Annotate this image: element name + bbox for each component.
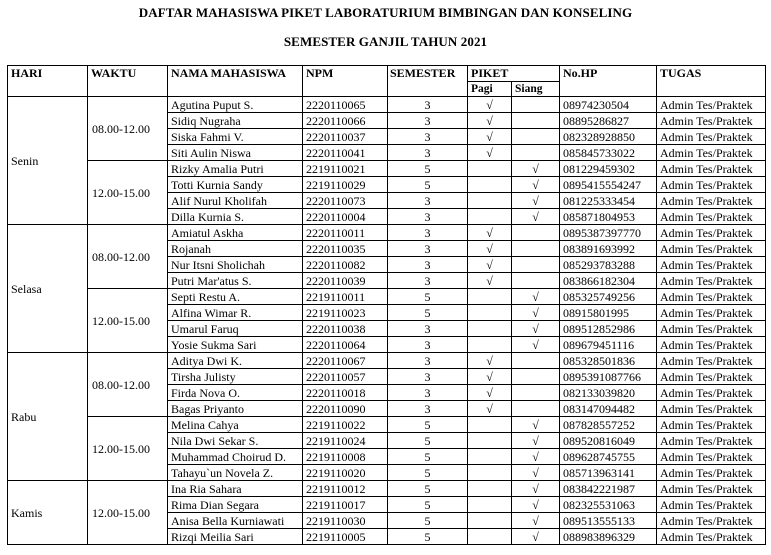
piket-pagi-cell (468, 129, 512, 145)
student-phone: 082325531063 (560, 497, 657, 513)
student-task: Admin Tes/Praktek (657, 497, 766, 513)
student-npm: 2219110011 (303, 289, 388, 305)
day-cell: Kamis (8, 481, 88, 545)
student-task: Admin Tes/Praktek (657, 129, 766, 145)
student-name: Septi Restu A. (168, 289, 303, 305)
day-cell: Selasa (8, 225, 88, 353)
student-semester: 5 (388, 289, 468, 305)
student-name: Rizqi Meilia Sari (168, 529, 303, 545)
piket-pagi-cell (468, 385, 512, 401)
table-row (8, 97, 766, 113)
header-pagi: Pagi (468, 82, 512, 97)
check-mark: √ (486, 97, 493, 112)
piket-siang-cell (512, 321, 560, 337)
student-semester: 3 (388, 337, 468, 353)
piket-pagi-cell (468, 497, 512, 513)
check-mark: √ (532, 209, 539, 224)
student-name: Dilla Kurnia S. (168, 209, 303, 225)
header-waktu: WAKTU (88, 66, 168, 97)
piket-pagi-cell (468, 321, 512, 337)
student-npm: 2219110020 (303, 465, 388, 481)
piket-pagi-cell (468, 369, 512, 385)
student-task: Admin Tes/Praktek (657, 209, 766, 225)
piket-pagi-cell (468, 417, 512, 433)
student-phone: 08895286827 (560, 113, 657, 129)
student-task: Admin Tes/Praktek (657, 337, 766, 353)
student-name: Agutina Puput S. (168, 97, 303, 113)
student-npm: 2220110057 (303, 369, 388, 385)
piket-siang-cell (512, 401, 560, 417)
student-npm: 2219110012 (303, 481, 388, 497)
student-phone: 083866182304 (560, 273, 657, 289)
piket-pagi-cell (468, 465, 512, 481)
piket-siang-cell (512, 465, 560, 481)
student-phone: 089679451116 (560, 337, 657, 353)
student-phone: 089512852986 (560, 321, 657, 337)
piket-siang-cell (512, 193, 560, 209)
student-name: Melina Cahya (168, 417, 303, 433)
student-task: Admin Tes/Praktek (657, 225, 766, 241)
student-semester: 5 (388, 433, 468, 449)
student-npm: 2220110082 (303, 257, 388, 273)
student-npm: 2220110066 (303, 113, 388, 129)
header-nohp: No.HP (560, 66, 657, 97)
student-npm: 2220110035 (303, 241, 388, 257)
piket-pagi-cell (468, 273, 512, 289)
student-task: Admin Tes/Praktek (657, 449, 766, 465)
student-name: Alif Nurul Kholifah (168, 193, 303, 209)
time-cell: 12.00-15.00 (88, 161, 168, 225)
student-npm: 2220110090 (303, 401, 388, 417)
student-semester: 3 (388, 257, 468, 273)
piket-pagi-cell (468, 337, 512, 353)
student-npm: 2219110030 (303, 513, 388, 529)
student-task: Admin Tes/Praktek (657, 529, 766, 545)
piket-siang-cell (512, 417, 560, 433)
piket-pagi-cell (468, 209, 512, 225)
student-phone: 089520816049 (560, 433, 657, 449)
student-semester: 3 (388, 273, 468, 289)
student-task: Admin Tes/Praktek (657, 369, 766, 385)
student-npm: 2219110021 (303, 161, 388, 177)
student-npm: 2220110064 (303, 337, 388, 353)
student-name: Yosie Sukma Sari (168, 337, 303, 353)
piket-pagi-cell (468, 353, 512, 369)
piket-siang-cell (512, 449, 560, 465)
check-mark: √ (532, 449, 539, 464)
student-task: Admin Tes/Praktek (657, 417, 766, 433)
piket-siang-cell (512, 113, 560, 129)
student-phone: 085293783288 (560, 257, 657, 273)
header-semester: SEMESTER (388, 66, 468, 97)
piket-siang-cell (512, 305, 560, 321)
student-name: Tirsha Julisty (168, 369, 303, 385)
student-phone: 085845733022 (560, 145, 657, 161)
student-name: Sidiq Nugraha (168, 113, 303, 129)
student-name: Bagas Priyanto (168, 401, 303, 417)
student-phone: 087828557252 (560, 417, 657, 433)
student-semester: 3 (388, 241, 468, 257)
student-task: Admin Tes/Praktek (657, 257, 766, 273)
piket-siang-cell (512, 337, 560, 353)
student-name: Firda Nova O. (168, 385, 303, 401)
student-task: Admin Tes/Praktek (657, 241, 766, 257)
student-name: Tahayu`un Novela Z. (168, 465, 303, 481)
time-cell: 12.00-15.00 (88, 417, 168, 481)
student-name: Rojanah (168, 241, 303, 257)
piket-siang-cell (512, 129, 560, 145)
student-name: Anisa Bella Kurniawati (168, 513, 303, 529)
check-mark: √ (532, 193, 539, 208)
piket-siang-cell (512, 513, 560, 529)
student-name: Totti Kurnia Sandy (168, 177, 303, 193)
check-mark: √ (486, 353, 493, 368)
check-mark: √ (532, 513, 539, 528)
student-semester: 5 (388, 497, 468, 513)
check-mark: √ (486, 225, 493, 240)
time-cell: 12.00-15.00 (88, 481, 168, 545)
student-semester: 3 (388, 385, 468, 401)
student-npm: 2220110067 (303, 353, 388, 369)
piket-pagi-cell (468, 225, 512, 241)
piket-pagi-cell (468, 145, 512, 161)
time-cell: 08.00-12.00 (88, 97, 168, 161)
student-semester: 3 (388, 321, 468, 337)
piket-pagi-cell (468, 481, 512, 497)
student-phone: 0895391087766 (560, 369, 657, 385)
piket-pagi-cell (468, 97, 512, 113)
piket-pagi-cell (468, 401, 512, 417)
piket-pagi-cell (468, 305, 512, 321)
student-npm: 2220110018 (303, 385, 388, 401)
student-npm: 2220110038 (303, 321, 388, 337)
student-semester: 3 (388, 353, 468, 369)
student-phone: 085325749256 (560, 289, 657, 305)
check-mark: √ (486, 241, 493, 256)
student-semester: 5 (388, 465, 468, 481)
student-task: Admin Tes/Praktek (657, 401, 766, 417)
student-task: Admin Tes/Praktek (657, 481, 766, 497)
check-mark: √ (486, 257, 493, 272)
piket-pagi-cell (468, 433, 512, 449)
student-task: Admin Tes/Praktek (657, 145, 766, 161)
header-npm: NPM (303, 66, 388, 97)
check-mark: √ (532, 177, 539, 192)
student-npm: 2220110011 (303, 225, 388, 241)
student-phone: 089513555133 (560, 513, 657, 529)
check-mark: √ (486, 129, 493, 144)
student-name: Umarul Faruq (168, 321, 303, 337)
piket-siang-cell (512, 433, 560, 449)
student-task: Admin Tes/Praktek (657, 289, 766, 305)
table-row (8, 481, 766, 497)
student-name: Muhammad Choirud D. (168, 449, 303, 465)
student-npm: 2219110022 (303, 417, 388, 433)
student-name: Nur Itsni Sholichah (168, 257, 303, 273)
piket-pagi-cell (468, 113, 512, 129)
student-task: Admin Tes/Praktek (657, 321, 766, 337)
piket-siang-cell (512, 289, 560, 305)
check-mark: √ (532, 497, 539, 512)
student-npm: 2219110023 (303, 305, 388, 321)
student-phone: 081229459302 (560, 161, 657, 177)
student-name: Siska Fahmi V. (168, 129, 303, 145)
check-mark: √ (486, 369, 493, 384)
student-phone: 089628745755 (560, 449, 657, 465)
student-phone: 083891693992 (560, 241, 657, 257)
piket-siang-cell (512, 145, 560, 161)
student-npm: 2220110065 (303, 97, 388, 113)
student-task: Admin Tes/Praktek (657, 97, 766, 113)
student-semester: 5 (388, 161, 468, 177)
student-npm: 2220110037 (303, 129, 388, 145)
student-phone: 088983896329 (560, 529, 657, 545)
student-semester: 5 (388, 177, 468, 193)
piket-siang-cell (512, 369, 560, 385)
check-mark: √ (486, 113, 493, 128)
schedule-table (7, 65, 766, 545)
student-phone: 081225333454 (560, 193, 657, 209)
check-mark: √ (532, 481, 539, 496)
student-semester: 3 (388, 193, 468, 209)
piket-siang-cell (512, 177, 560, 193)
student-name: Rizky Amalia Putri (168, 161, 303, 177)
table-row (8, 417, 766, 433)
student-task: Admin Tes/Praktek (657, 305, 766, 321)
student-npm: 2219110024 (303, 433, 388, 449)
student-semester: 3 (388, 401, 468, 417)
table-row (8, 225, 766, 241)
student-phone: 085328501836 (560, 353, 657, 369)
student-phone: 0895415554247 (560, 177, 657, 193)
header-hari: HARI (8, 66, 88, 97)
student-npm: 2220110004 (303, 209, 388, 225)
student-semester: 3 (388, 145, 468, 161)
piket-pagi-cell (468, 449, 512, 465)
student-phone: 08915801995 (560, 305, 657, 321)
header-tugas: TUGAS (657, 66, 766, 97)
check-mark: √ (486, 273, 493, 288)
piket-pagi-cell (468, 193, 512, 209)
piket-siang-cell (512, 529, 560, 545)
check-mark: √ (532, 161, 539, 176)
student-task: Admin Tes/Praktek (657, 161, 766, 177)
student-npm: 2220110039 (303, 273, 388, 289)
piket-siang-cell (512, 225, 560, 241)
check-mark: √ (532, 465, 539, 480)
check-mark: √ (486, 385, 493, 400)
piket-pagi-cell (468, 241, 512, 257)
student-semester: 3 (388, 225, 468, 241)
piket-pagi-cell (468, 529, 512, 545)
document-subtitle: SEMESTER GANJIL TAHUN 2021 (283, 34, 488, 49)
student-name: Siti Aulin Niswa (168, 145, 303, 161)
piket-siang-cell (512, 97, 560, 113)
student-phone: 085713963141 (560, 465, 657, 481)
student-semester: 5 (388, 417, 468, 433)
time-cell: 08.00-12.00 (88, 353, 168, 417)
student-semester: 5 (388, 305, 468, 321)
table-header (8, 66, 766, 97)
student-task: Admin Tes/Praktek (657, 353, 766, 369)
student-phone: 08974230504 (560, 97, 657, 113)
piket-pagi-cell (468, 289, 512, 305)
header-siang: Siang (512, 82, 560, 97)
student-name: Alfina Wimar R. (168, 305, 303, 321)
check-mark: √ (532, 417, 539, 432)
student-task: Admin Tes/Praktek (657, 513, 766, 529)
document-title: DAFTAR MAHASISWA PIKET LABORATURIUM BIMBINGAN DAN KONSELING (138, 5, 633, 20)
header-piket: PIKET (468, 66, 560, 82)
student-phone: 082328928850 (560, 129, 657, 145)
piket-siang-cell (512, 385, 560, 401)
student-npm: 2219110029 (303, 177, 388, 193)
check-mark: √ (532, 289, 539, 304)
student-npm: 2219110005 (303, 529, 388, 545)
check-mark: √ (486, 145, 493, 160)
day-cell: Senin (8, 97, 88, 225)
student-task: Admin Tes/Praktek (657, 177, 766, 193)
student-semester: 3 (388, 209, 468, 225)
student-semester: 5 (388, 529, 468, 545)
student-task: Admin Tes/Praktek (657, 385, 766, 401)
student-phone: 083842221987 (560, 481, 657, 497)
student-semester: 5 (388, 513, 468, 529)
student-phone: 0895387397770 (560, 225, 657, 241)
piket-pagi-cell (468, 257, 512, 273)
student-npm: 2219110017 (303, 497, 388, 513)
student-name: Nila Dwi Sekar S. (168, 433, 303, 449)
table-body (8, 97, 766, 545)
student-npm: 2220110041 (303, 145, 388, 161)
check-mark: √ (532, 337, 539, 352)
student-task: Admin Tes/Praktek (657, 273, 766, 289)
header-nama: NAMA MAHASISWA (168, 66, 303, 97)
student-name: Ina Ria Sahara (168, 481, 303, 497)
piket-siang-cell (512, 481, 560, 497)
check-mark: √ (532, 305, 539, 320)
piket-siang-cell (512, 257, 560, 273)
student-npm: 2220110073 (303, 193, 388, 209)
check-mark: √ (532, 321, 539, 336)
piket-siang-cell (512, 241, 560, 257)
piket-siang-cell (512, 161, 560, 177)
table-row (8, 289, 766, 305)
student-semester: 3 (388, 113, 468, 129)
student-task: Admin Tes/Praktek (657, 113, 766, 129)
student-semester: 3 (388, 97, 468, 113)
student-semester: 5 (388, 449, 468, 465)
table-row (8, 161, 766, 177)
student-name: Aditya Dwi K. (168, 353, 303, 369)
piket-pagi-cell (468, 513, 512, 529)
student-task: Admin Tes/Praktek (657, 433, 766, 449)
piket-siang-cell (512, 273, 560, 289)
piket-siang-cell (512, 353, 560, 369)
student-name: Amiatul Askha (168, 225, 303, 241)
day-cell: Rabu (8, 353, 88, 481)
piket-siang-cell (512, 497, 560, 513)
student-semester: 5 (388, 481, 468, 497)
student-semester: 3 (388, 129, 468, 145)
student-phone: 083147094482 (560, 401, 657, 417)
student-phone: 082133039820 (560, 385, 657, 401)
time-cell: 12.00-15.00 (88, 289, 168, 353)
table-row (8, 353, 766, 369)
piket-siang-cell (512, 209, 560, 225)
time-cell: 08.00-12.00 (88, 225, 168, 289)
student-npm: 2219110008 (303, 449, 388, 465)
student-name: Rima Dian Segara (168, 497, 303, 513)
student-task: Admin Tes/Praktek (657, 465, 766, 481)
check-mark: √ (486, 401, 493, 416)
student-name: Putri Mar'atus S. (168, 273, 303, 289)
check-mark: √ (532, 433, 539, 448)
check-mark: √ (532, 529, 539, 544)
student-phone: 085871804953 (560, 209, 657, 225)
student-task: Admin Tes/Praktek (657, 193, 766, 209)
piket-pagi-cell (468, 161, 512, 177)
piket-pagi-cell (468, 177, 512, 193)
student-semester: 3 (388, 369, 468, 385)
